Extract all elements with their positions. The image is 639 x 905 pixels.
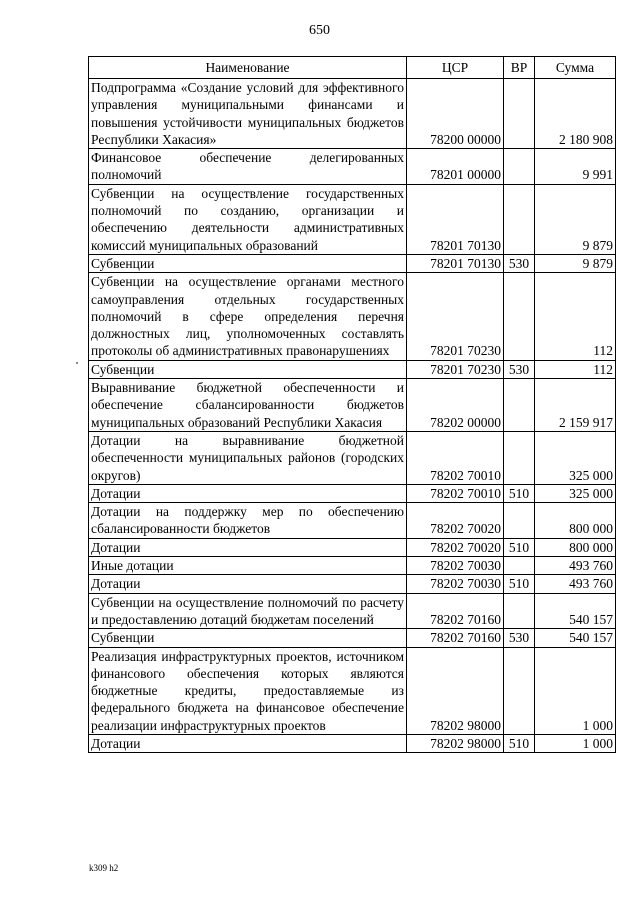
row-name: Субвенции на осуществление государственных полномочий по созданию, организации и обеспечению деятельности административных комиссий муниципальных образований (89, 184, 407, 254)
row-vr: 510 (504, 484, 535, 502)
row-name: Дотации на поддержку мер по обеспечению сбалансированности бюджетов (89, 503, 407, 539)
table-header-row (89, 57, 616, 79)
row-sum: 800 000 (535, 538, 616, 556)
row-vr: 530 (504, 254, 535, 272)
table-row (89, 538, 616, 556)
row-sum: 325 000 (535, 484, 616, 502)
row-name: Дотации на выравнивание бюджетной обеспеченности муниципальных районов (городских округов) (89, 431, 407, 484)
row-sum: 540 157 (535, 593, 616, 629)
row-vr (504, 503, 535, 539)
table-row (89, 273, 616, 360)
row-csr: 78202 70010 (407, 484, 504, 502)
table-row (89, 557, 616, 575)
row-vr: 530 (504, 629, 535, 647)
row-sum: 9 879 (535, 184, 616, 254)
row-sum: 112 (535, 360, 616, 378)
row-csr: 78201 70130 (407, 184, 504, 254)
row-name: Иные дотации (89, 557, 407, 575)
row-vr (504, 379, 535, 432)
table-row (89, 647, 616, 734)
row-name: Подпрограмма «Создание условий для эффективного управления муниципальными финансами и повышения устойчивости муниципальных бюджетов Республики Хакасия» (89, 79, 407, 149)
footer-code: k309 h2 (89, 863, 119, 873)
table-row (89, 503, 616, 539)
row-sum: 2 159 917 (535, 379, 616, 432)
row-csr: 78202 70020 (407, 503, 504, 539)
table-row (89, 184, 616, 254)
row-vr (504, 431, 535, 484)
row-csr: 78202 70030 (407, 575, 504, 593)
table-row (89, 431, 616, 484)
row-sum: 1 000 (535, 734, 616, 752)
row-csr: 78202 70030 (407, 557, 504, 575)
table-row (89, 360, 616, 378)
row-csr: 78202 70160 (407, 629, 504, 647)
row-sum: 9 879 (535, 254, 616, 272)
row-csr: 78201 70230 (407, 360, 504, 378)
row-vr: 510 (504, 575, 535, 593)
table-row (89, 149, 616, 185)
row-name: Субвенции на осуществление органами местного самоуправления отдельных государственных полномочий в сфере определения перечня должностных лиц, уполномоченных составлять протоколы об административных правонарушениях (89, 273, 407, 360)
row-csr: 78202 98000 (407, 734, 504, 752)
row-name: Дотации (89, 538, 407, 556)
row-sum: 493 760 (535, 557, 616, 575)
table-row (89, 79, 616, 149)
row-csr: 78200 00000 (407, 79, 504, 149)
row-sum: 112 (535, 273, 616, 360)
row-vr (504, 647, 535, 734)
column-header-name: Наименование (89, 57, 407, 79)
row-vr (504, 593, 535, 629)
row-name: Субвенции на осуществление полномочий по расчету и предоставлению дотаций бюджетам поселений (89, 593, 407, 629)
row-vr (504, 184, 535, 254)
scan-speck (76, 362, 78, 364)
row-name: Субвенции (89, 254, 407, 272)
table-row (89, 593, 616, 629)
row-name: Дотации (89, 734, 407, 752)
budget-table (88, 56, 616, 753)
table-row (89, 734, 616, 752)
row-csr: 78202 70160 (407, 593, 504, 629)
row-csr: 78202 70010 (407, 431, 504, 484)
row-vr (504, 557, 535, 575)
table-row (89, 575, 616, 593)
row-sum: 2 180 908 (535, 79, 616, 149)
page-number: 650 (309, 23, 330, 38)
row-csr: 78201 70230 (407, 273, 504, 360)
row-name: Субвенции (89, 629, 407, 647)
row-sum: 325 000 (535, 431, 616, 484)
column-header-vr: ВР (504, 57, 535, 79)
row-sum: 9 991 (535, 149, 616, 185)
row-name: Выравнивание бюджетной обеспеченности и обеспечение сбалансированности бюджетов муниципальных образований Республики Хакасия (89, 379, 407, 432)
table-row (89, 379, 616, 432)
table-row (89, 254, 616, 272)
row-csr: 78202 70020 (407, 538, 504, 556)
row-sum: 493 760 (535, 575, 616, 593)
row-sum: 800 000 (535, 503, 616, 539)
row-csr: 78201 70130 (407, 254, 504, 272)
row-csr: 78201 00000 (407, 149, 504, 185)
row-sum: 540 157 (535, 629, 616, 647)
row-name: Реализация инфраструктурных проектов, источником финансового обеспечения которых являются бюджетные кредиты, предоставляемые из федерального бюджета на финансовое обеспечение реализации инфраструктурных проектов (89, 647, 407, 734)
row-vr (504, 79, 535, 149)
row-name: Дотации (89, 484, 407, 502)
column-header-csr: ЦСР (407, 57, 504, 79)
row-sum: 1 000 (535, 647, 616, 734)
row-vr (504, 273, 535, 360)
row-csr: 78202 00000 (407, 379, 504, 432)
row-name: Субвенции (89, 360, 407, 378)
row-csr: 78202 98000 (407, 647, 504, 734)
row-name: Дотации (89, 575, 407, 593)
column-header-sum: Сумма (535, 57, 616, 79)
table-row (89, 484, 616, 502)
row-vr: 530 (504, 360, 535, 378)
row-vr: 510 (504, 734, 535, 752)
row-vr: 510 (504, 538, 535, 556)
row-vr (504, 149, 535, 185)
table-row (89, 629, 616, 647)
row-name: Финансовое обеспечение делегированных полномочий (89, 149, 407, 185)
